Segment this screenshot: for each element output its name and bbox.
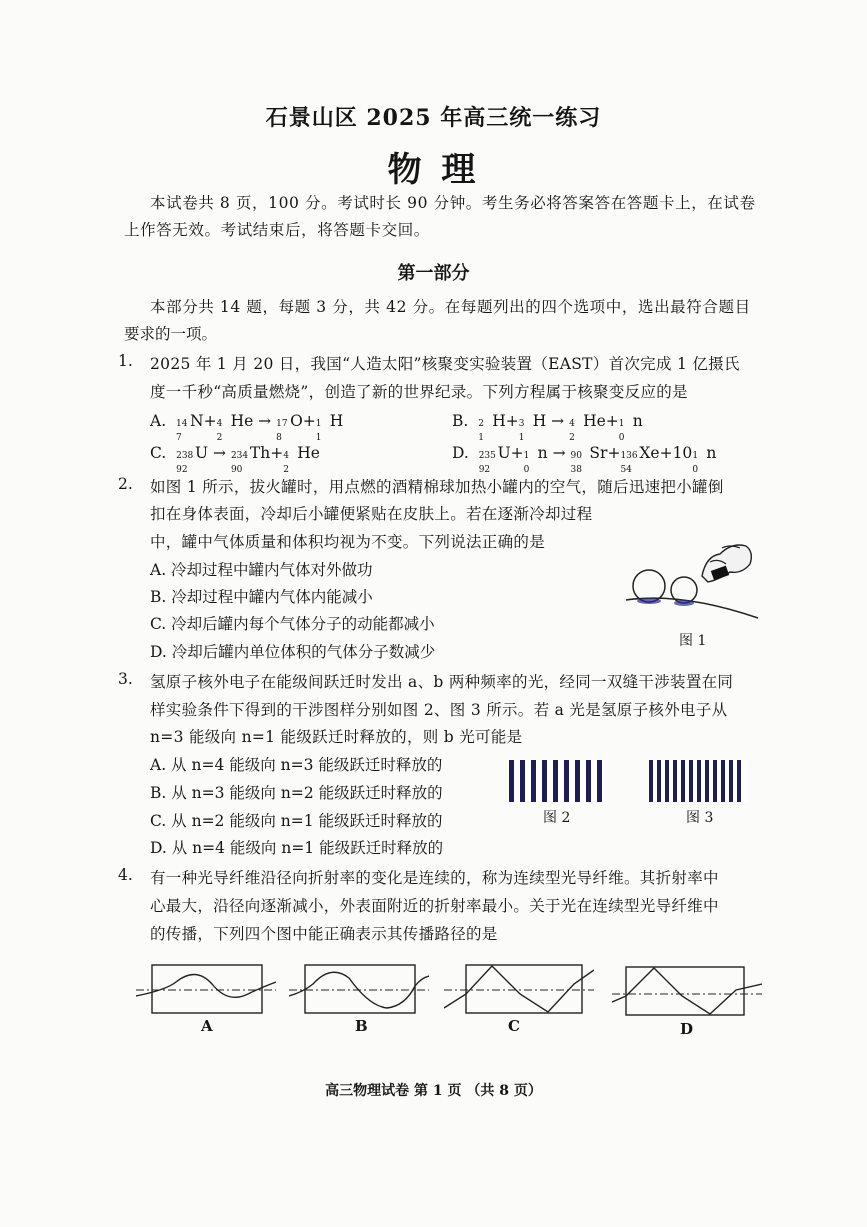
q3-option-a: A. 从 n=4 能级向 n=3 能级跃迁时释放的 xyxy=(150,756,443,774)
q3-option-d: D. 从 n=4 能级向 n=1 能级跃迁时释放的 xyxy=(150,839,444,857)
q1-option-c-equation: 238 92 U → 234 90 Th+ 4 2 He xyxy=(176,444,320,475)
q1-option-a xyxy=(150,412,344,443)
q1-option-d-label: D. xyxy=(452,444,469,462)
part-heading: 第一部分 xyxy=(397,263,470,284)
figure-3-caption: 图 3 xyxy=(686,810,714,826)
q1-option-a-equation: 14 7 N+ 4 2 He → 17 8 O+ 1 1 H xyxy=(176,412,344,443)
q3-option-c: C. 从 n=2 能级向 n=1 能级跃迁时释放的 xyxy=(150,812,443,830)
q3-line-3: n=3 能级向 n=1 能级跃迁时释放的，则 b 光可能是 xyxy=(150,728,523,746)
q2-option-c: C. 冷却后罐内每个气体分子的动能都减小 xyxy=(150,615,435,633)
q1-line-1: 2025 年 1 月 20 日，我国“人造太阳”核聚变实验装置（EAST）首次完成 1 亿摄氏 xyxy=(150,355,740,373)
q2-option-a: A. 冷却过程中罐内气体对外做功 xyxy=(150,561,373,579)
q1-line-2: 度一千秒“高质量燃烧”，创造了新的世界纪录。下列方程属于核聚变反应的是 xyxy=(150,383,688,401)
q2-number: 2. xyxy=(118,475,133,493)
q3-line-1: 氢原子核外电子在能级间跃迁时发出 a、b 两种频率的光，经同一双缝干涉装置在同 xyxy=(150,673,734,691)
q1-option-c-label: C. xyxy=(150,444,167,462)
q1-option-d xyxy=(452,444,717,475)
fiber-label-c: C xyxy=(508,1017,520,1035)
q2-line-2: 扣在身体表面，冷却后小罐便紧贴在皮肤上。若在逐渐冷却过程 xyxy=(150,505,593,523)
fiber-diagram-a xyxy=(136,960,276,1020)
q1-option-b-equation: 2 1 H+ 3 1 H → 4 2 He+ 1 0 n xyxy=(478,412,643,443)
fiber-label-b: B xyxy=(355,1017,368,1035)
q2-option-b: B. 冷却过程中罐内气体内能减小 xyxy=(150,588,373,606)
q2-line-3: 中，罐中气体质量和体积均视为不变。下列说法正确的是 xyxy=(150,533,546,551)
fiber-label-d: D xyxy=(680,1020,694,1038)
interference-pattern-fig3 xyxy=(648,760,748,802)
q4-line-3: 的传播，下列四个图中能正确表示其传播路径的是 xyxy=(150,925,498,943)
part-desc-1: 本部分共 14 题，每题 3 分，共 42 分。在每题列出的四个选项中，选出最符合题目 xyxy=(150,298,751,316)
q1-option-d-equation: 235 92 U+ 1 0 n → 90 38 Sr+ 136 54 Xe+10 1 0 n xyxy=(478,444,717,475)
q3-option-b: B. 从 n=3 能级向 n=2 能级跃迁时释放的 xyxy=(150,784,443,802)
q1-option-b-label: B. xyxy=(452,412,469,430)
page-footer: 高三物理试卷 第 1 页 （共 8 页） xyxy=(325,1083,542,1099)
fiber-label-a: A xyxy=(201,1017,213,1035)
fiber-diagram-c xyxy=(444,960,594,1020)
fiber-diagram-b xyxy=(289,960,429,1020)
q1-option-a-label: A. xyxy=(150,412,167,430)
intro-line-2: 上作答无效。考试结束后，将答题卡交回。 xyxy=(124,221,430,239)
subject-title: 物 理 xyxy=(387,150,480,190)
q1-option-b xyxy=(452,412,643,443)
q1-number: 1. xyxy=(118,352,133,370)
q2-line-1: 如图 1 所示，拔火罐时，用点燃的酒精棉球加热小罐内的空气，随后迅速把小罐倒 xyxy=(150,478,724,496)
q4-number: 4. xyxy=(118,866,133,884)
fiber-diagram-d xyxy=(612,962,762,1022)
part-desc-2: 要求的一项。 xyxy=(124,325,218,343)
figure-2-caption: 图 2 xyxy=(543,810,571,826)
q4-line-2: 心最大，沿径向逐渐减小，外表面附近的折射率最小。关于光在连续型光导纤维中 xyxy=(150,897,719,915)
q3-number: 3. xyxy=(118,670,133,688)
intro-line-1: 本试卷共 8 页，100 分。考试时长 90 分钟。考生务必将答案答在答题卡上，在试卷 xyxy=(150,194,756,212)
cupping-figure xyxy=(622,528,762,628)
interference-pattern-fig2 xyxy=(507,760,607,802)
q3-line-2: 样实验条件下得到的干涉图样分别如图 2、图 3 所示。若 a 光是氢原子核外电子从 xyxy=(150,701,728,719)
q2-option-d: D. 冷却后罐内单位体积的气体分子数减少 xyxy=(150,643,436,661)
figure-1-caption: 图 1 xyxy=(679,633,707,649)
q1-option-c xyxy=(150,444,320,475)
exam-title: 石景山区 2025 年高三统一练习 xyxy=(265,105,602,131)
q4-line-1: 有一种光导纤维沿径向折射率的变化是连续的，称为连续型光导纤维。其折射率中 xyxy=(150,869,719,887)
